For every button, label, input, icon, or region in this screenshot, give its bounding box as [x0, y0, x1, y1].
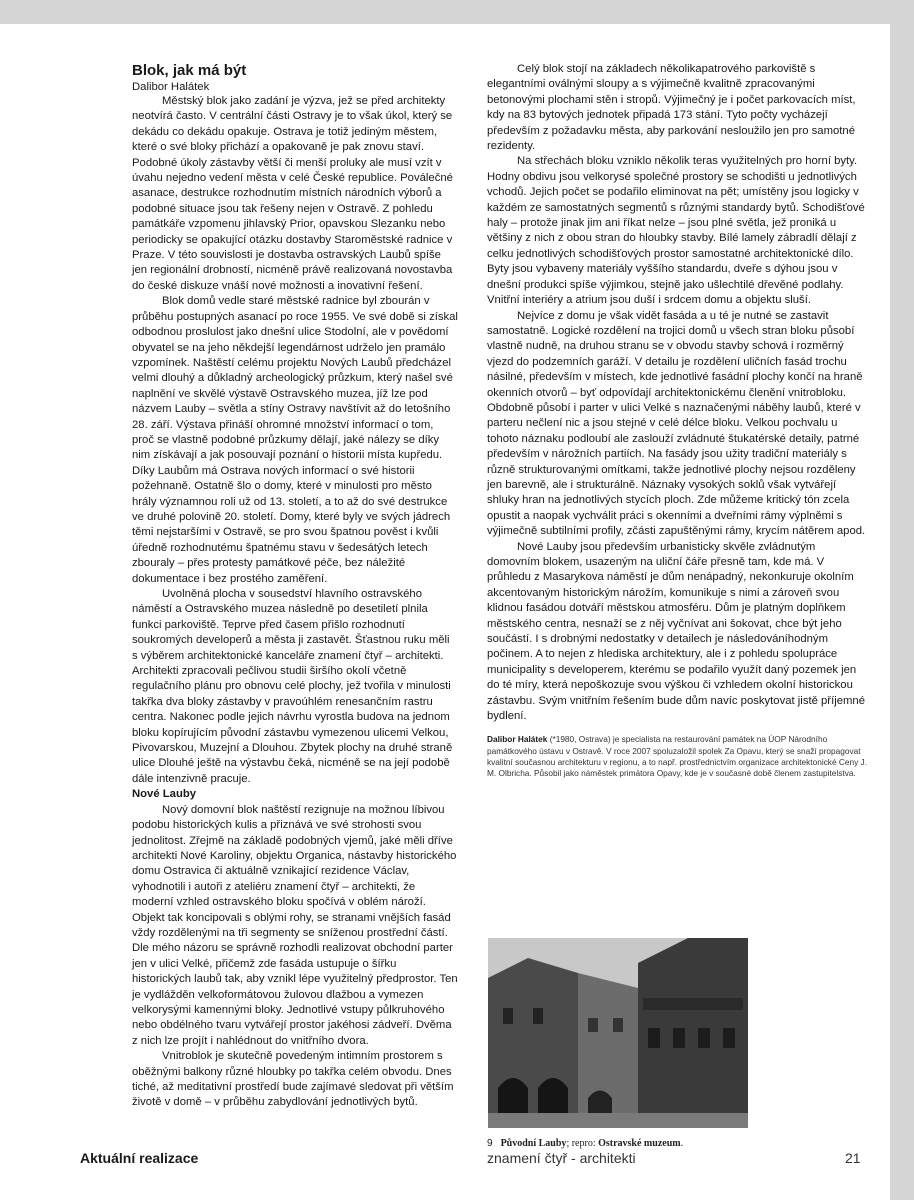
paragraph: Nové Lauby jsou především urbanisticky skvěle zvládnutým domovním blokem, usazeným na uliční čáře přesně tam, kde má. V průhledu z Masarykova náměstí je dům nenápadný, nekonkuruje okolním akcentovaným historickým nárožím, komunikuje s nimi a zároveň svou klidnou fasádou dotváří městskou atmosféru. Dům je platným doplňkem městského centra, nesnaží se z něj vyčnívat ani šokovat, chce být jeho součástí. I s drobnými nedostatky v detailech je následováníhodným počinem. A to nejen z hlediska architektury, ale i z pohledu spolupráce municipality s developerem, kterému se podařilo využít daný pozemek jen do té míry, která nepoškozuje svou výškou či vzhledem okolní historickou zástavbu. Svým vnitřním řešením bude dům navíc poskytovat jistě příjemné bydlení.: [487, 540, 865, 723]
caption-title: Původní Lauby: [500, 1138, 567, 1149]
page: [0, 24, 890, 1200]
author-bio: [487, 734, 867, 779]
caption-end: .: [680, 1138, 684, 1149]
paragraph: Uvolněná plocha v sousedství hlavního ostravského náměstí a Ostravského muzea následně po desetiletí plnila funkci parkoviště. Teprve před časem přišlo rozhodnutí soukromých developerů a města ji zastavět. Šťastnou ruku měli s výběrem architektonické kanceláře znamení čtyř – architekti. Architekti zpracovali pečlivou studii širšího okolí včetně regulačního plánu pro obnovu celé plochy, jež tvořila v minulosti takřka dva bloky zástavby v pravoúhlém renesančním rastru centra. Nakonec podle jejich návrhu vyrostla budova na jednom bloku kopírujícím původní zástavbu vymezenou ulicemi Velkou, Pivovarskou, Muzejní a Dlouhou. Zbytek plochy na druhé straně ulice Dlouhé ještě na výstavbu čeká, nicméně se na její podobě dále intenzivně pracuje.: [132, 588, 453, 785]
paragraph: Nový domovní blok naštěstí rezignuje na možnou líbivou podobu historických kulis a přiznává ve své strohosti svou jednolitost. Zřejmě na základě podobných vjemů, jaké měli dříve architekti Nové Karoliny, objektu Organica, nástavby historického domu Ostravica či aktuálně vznikající rezidence Václav, vyhodnotili i autoři z ateliéru znamení čtyř – architekti, že moderní vzhled ostravského bloku spočívá v oblém nároží. Objekt tak koncipovali s oblými rohy, se stranami vnějších fasád vždy rozdělenými na tři segmenty se sníženou prostřední částí. Dle mého názoru se správně rozhodli realizovat obchodní parter jen v ulici Velké, přičemž zde fasáda ustupuje o šířku historických laubů tak, aby vznikl lépe využitelný předprostor. Ten je vydlážděn velkoformátovou žulovou dlažbou a vymezen velkorysými kamennými bloky. Jednotlivé vstupy půlkruhového nebo obdélného tvaru vytvářejí prostor jakéhosi zádveří. Dvěma z nich lze projít i nahlédnout do vnitřního dvora.: [132, 803, 458, 1047]
publication-label: znamení čtyř - architekti: [487, 1150, 636, 1166]
caption-middle: ; repro:: [566, 1138, 599, 1149]
paragraph: Celý blok stojí na základech několikapatrového parkoviště s elegantními oválnými sloupy a s výjimečně kvalitně zpracovanými betonovými plochami stěn i stropů. Výjimečný je i počet parkovacích míst, kdy na 83 bytových jednotek připadá 173 stání. Tyto počty vycházejí především z požadavku města, aby parkování nesloužilo jen pro samotné rezidenty.: [487, 63, 856, 153]
article-right-column: [487, 62, 867, 779]
article-title: Blok, jak má být: [132, 62, 247, 79]
paragraph: Na střechách bloku vzniklo několik teras využitelných pro horní byty. Hodny obdivu jsou velkorysé společné prostory se schodišti u jednotlivých vchodů. Jejich počet se podařilo eliminovat na pět; umístěny jsou logicky v každém ze samostatných segmentů s různými standardy bytů. Schodišťové haly – protože jinak jim ani říkat nelze – jsou plné světla, jež proniká u většiny z nich z obou stran do hloubky stavby. Bílé lamely zábradlí dělají z celku jednotlivých schodišťových prostor samostatné architektonické dílo. Byty jsou vybaveny materiály vyššího standardu, dveře s dýhou jsou v dnešní produkci spíše výjimkou, stejně jako ušlechtilé dřevěné podlahy. Vnitřní interiéry a atrium jsou duší i srdcem domu a objektu sluší.: [487, 155, 865, 307]
figure-caption: [487, 1138, 683, 1149]
section-label: Aktuální realizace: [80, 1150, 199, 1166]
paragraph: Nejvíce z domu je však vidět fasáda a u té je nutné se zastavit samostatně. Logické rozdělení na trojici domů u všech stran bloku působí vlastně nudně, na druhou stranu se v obvodu stavby schová i rozměrný vjezd do podzemních garáží. V detailu je rozdělení uličních fasád trochu násilné, především v místech, kde jednotlivé fasádní plochy končí na hraně okenních otvorů – byť odpovídají architektonickému členění vnitrobloku. Obdobně působí i parter v ulici Velké s naznačenými náběhy laubů, které v parteru nečlení nic a jsou stejné v celé délce bloku. Velkou pochvalu u tohoto náznaku podloubí ale zaslouží zvládnuté štukatérské detaily, patrné především v nárožních partiích. Na fasády jsou užity tradiční materiály s různě strukturovanými omítkami, takže jednotlivé plochy nejsou rozděleny jen barevně, ale i strukturálně. Náznaky vysokých soklů však vytvářejí shluky hran na jednotlivých stycích ploch. Zde můžeme kritický tón zcela opustit a naopak vychválit práci s okenními a dveřními rámy výplněmi s výjimečně subtilními profily, zčásti zapuštěnými rámy, krycím nátěrem apod.: [487, 309, 866, 538]
historic-photo: [488, 938, 748, 1128]
paragraph: Blok domů vedle staré městské radnice byl zbourán v průběhu postupných asanací po roce 1955. Ve své době si získal odbodnou proslulost jako dnešní ulice Stodolní, ale v povědomí obyvatel se na jeho někdejší legendárnost udrželo jen pramálo vzpomínek. Naštěstí celému projektu Nových Laubů předcházel velmi dlouhý a důkladný archeologický průzkum, který našel své naplnění ve skvělé výstavě Ostravského muzea, jíž lze pod názvem Lauby – světla a stíny Ostravy navštívit až do letošního 28. září. Výstava přináší ohromné množství informací o tom, proč se vlastně podobné průzkumy dělají, jaké nálezy se díky nim získávají a jak posouvají poznání o historii místa kupředu. Díky Laubům má Ostrava nových informací o své historii požehnaně. Ostatně šlo o domy, které v minulosti pro město hrály významnou roli už od 13. století, a to až do své destrukce ve druhé polovině 20. století. Domy, které byly ve svých jádrech těmi nejstaršími v Ostravě, se pro svou špatnou pověst i kvůli úředně rozhodnutému špatnému stavu v šedesátých letech zbouraly – přes protesty památkové péče, bez náležité dokumentace i bez prostého zaměření.: [132, 295, 458, 585]
section-subheading: Nové Lauby: [132, 788, 197, 801]
paragraph: Vnitroblok je skutečně povedeným intimním prostorem s oběžnými balkony různé hloubky po takřka celém obvodu. Dnes tiché, až meditativní prostředí bude zajímavé sledovat při větším životě v domě – v průběhu zabydlování jednotlivých bytů.: [132, 1050, 454, 1109]
page-number: 21: [845, 1150, 861, 1166]
article-left-column: [132, 62, 458, 1111]
caption-source: Ostravské muzeum: [598, 1138, 681, 1149]
bio-name: Dalibor Halátek: [487, 734, 548, 745]
figure-number: 9: [487, 1138, 493, 1149]
article-author: Dalibor Halátek: [132, 81, 210, 93]
paragraph: Městský blok jako zadání je výzva, jež se před architekty neotvírá často. V centrální části Ostravy je to však úkol, který se dekádu co dekádu opakuje. Ostrava je totiž jediným městem, které o své bloky přichází a opakovaně je pak znovu staví. Podobné úkoly zástavby větší či menší proluky ale musí vzít v úvahu nejedno vedení města v celé České republice. Poválečné asanace, destrukce rozhodnutím místních národních výborů a podobné situace jsou tak řešeny nejen v Ostravě. Z pohledu památkáře vzpomenu jihlavský Prior, opavskou Slezanku nebo periodicky se opakující otázku dostavby Staroměstské radnice v Praze. V této souvislosti je dostavba ostravských Laubů spíše jen regionální drobností, nicméně právě realizovaná novostavba do české diskuze vnáší nové možnosti a inovativní řešení.: [132, 95, 453, 292]
bio-text: (*1980, Ostrava) je specialista na restaurování památek na ÚOP Národního památkového ústavu v Ostravě. V roce 2007 spoluzaložil spolek Za Opavu, který se snaží propagovat kvalitní současnou architekturu v regionu, a to např. prostřednictvím organizace architektonické Ceny J. M. Olbricha. Působil jako náměstek primátora Opavy, kde je v současné době členem zastupitelstva.: [487, 734, 868, 779]
